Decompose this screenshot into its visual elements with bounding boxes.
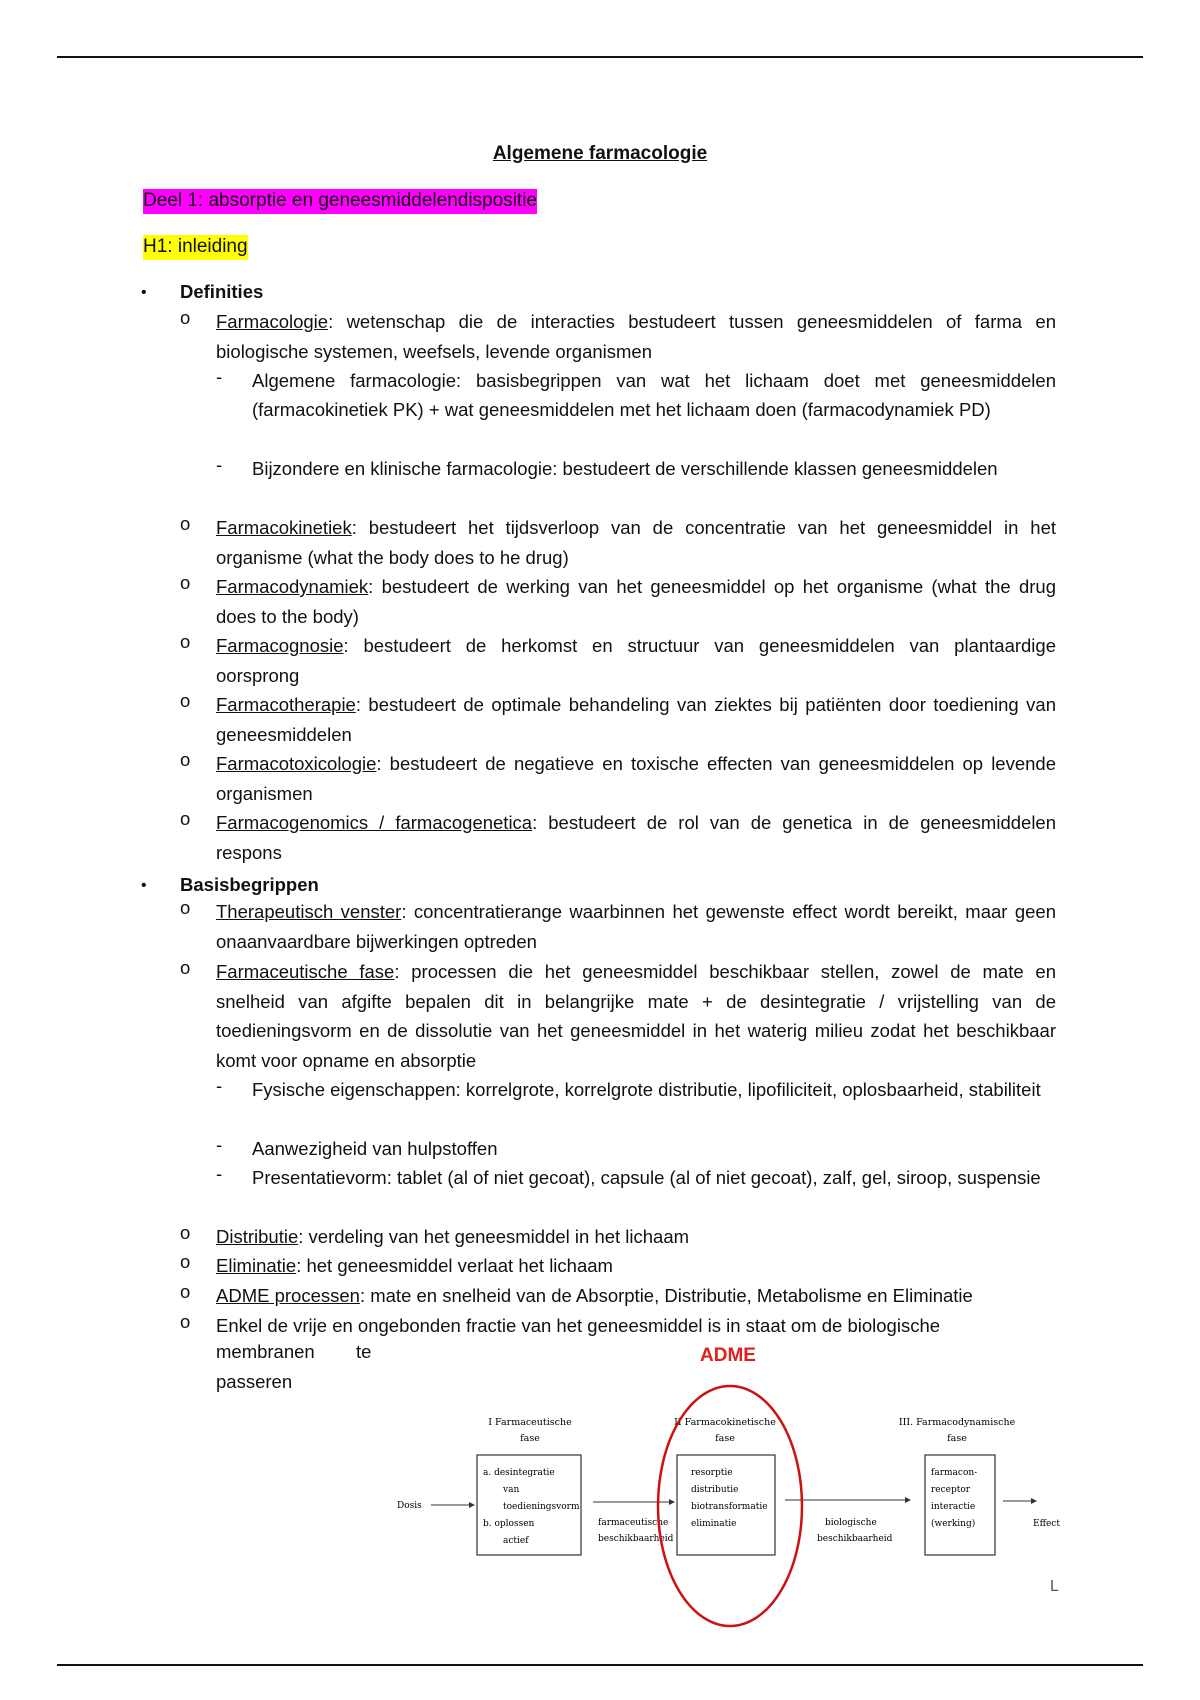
- box2-line: resorptie: [691, 1468, 733, 1478]
- phase3-title: III. Farmacodynamische: [898, 1417, 1016, 1428]
- sub-item: [216, 1075, 1056, 1104]
- phase3-title: fase: [947, 1433, 967, 1444]
- bullet-marker: •: [141, 877, 147, 894]
- list-item-farmacodynamiek: [180, 572, 1056, 631]
- dosis-label: Dosis: [397, 1501, 422, 1511]
- term: Therapeutisch venster: [216, 901, 402, 922]
- sub-item-text: Fysische eigenschappen: korrelgrote, korrelgrote distributie, lipofiliciteit, oplosbaarheid, stabiliteit: [252, 1079, 1041, 1100]
- list-item-continuation: passeren: [216, 1371, 293, 1392]
- term: Farmacognosie: [216, 635, 344, 656]
- list-item-eliminatie: [180, 1251, 1056, 1281]
- definition: : het geneesmiddel verlaat het lichaam: [296, 1255, 613, 1276]
- list-item-farmaceutische-fase: [180, 957, 1056, 1075]
- sub-item: [216, 1134, 1056, 1163]
- dash-marker: -: [216, 1075, 223, 1096]
- definition: : bestudeert de optimale behandeling van ziektes bij patiënten door toediening van geneesmiddelen: [216, 694, 1056, 745]
- list-item-distributie: [180, 1222, 1056, 1252]
- circle-marker: o: [180, 1281, 191, 1302]
- list-item-farmacotoxicologie: [180, 749, 1056, 808]
- box2-line: biotransformatie: [691, 1502, 768, 1512]
- circle-marker: o: [180, 307, 191, 328]
- circle-marker: o: [180, 631, 191, 652]
- box3-line: (werking): [931, 1519, 976, 1529]
- definition: : verdeling van het geneesmiddel in het lichaam: [298, 1226, 690, 1247]
- box2-line: distributie: [691, 1485, 739, 1495]
- section-heading-basisbegrippen: Basisbegrippen: [180, 874, 319, 895]
- dash-marker: -: [216, 1163, 223, 1184]
- arrow-head: [469, 1502, 475, 1508]
- term: Farmaceutische fase: [216, 961, 395, 982]
- circle-marker: o: [180, 690, 191, 711]
- definition: : bestudeert de rol van de genetica in de geneesmiddelen respons: [216, 812, 1057, 863]
- definition: : bestudeert de werking van het geneesmiddel op het organisme (what the drug does to the body): [216, 576, 1056, 627]
- phase1-title: I Farmaceutische: [488, 1417, 572, 1428]
- effect-label: Effect: [1033, 1519, 1060, 1529]
- sub-item: [216, 366, 1056, 424]
- circle-marker: o: [180, 1311, 191, 1332]
- phase2-title: fase: [715, 1433, 735, 1444]
- definition: : wetenschap die de interacties bestudeert tussen geneesmiddelen of farma en biologische systemen, weefsels, levende organismen: [216, 311, 1056, 362]
- list-item-farmacologie: [180, 307, 1056, 366]
- list-item-text: Enkel de vrije en ongebonden fractie van het geneesmiddel is in staat om de biologische: [216, 1315, 941, 1336]
- definition: : processen die het geneesmiddel beschikbaar stellen, zowel de mate en snelheid van afgifte bepalen dit in belangrijke mate + de desintegratie / vrijstelling van de toedieningsvorm en de dissolutie van het geneesmiddel in het waterig milieu zodat het beschikbaar komt voor opname en absorptie: [216, 961, 1056, 1071]
- box3-line: interactie: [931, 1502, 976, 1512]
- list-item-farmacotherapie: [180, 690, 1056, 749]
- dash-marker: -: [216, 454, 223, 475]
- definition: : mate en snelheid van de Absorptie, Distributie, Metabolisme en Eliminatie: [359, 1285, 973, 1306]
- sub-item: [216, 454, 1056, 483]
- sub-item: [216, 1163, 1056, 1192]
- definition: : bestudeert de negatieve en toxische effecten van geneesmiddelen op levende organismen: [216, 753, 1056, 804]
- arrow2-label: biologische: [825, 1518, 877, 1528]
- term: Distributie: [216, 1226, 299, 1247]
- term: Eliminatie: [216, 1255, 297, 1276]
- circle-marker: o: [180, 897, 191, 918]
- term: Farmacotoxicologie: [216, 753, 377, 774]
- document-title: Algemene farmacologie: [492, 143, 708, 164]
- arrow2-label: beschikbaarheid: [817, 1534, 893, 1544]
- footer-rule: [57, 1664, 1143, 1666]
- term: Farmacogenomics / farmacogenetica: [216, 812, 533, 833]
- box3-line: receptor: [931, 1485, 971, 1495]
- chapter-heading: H1: inleiding: [143, 235, 248, 260]
- arrow-head: [669, 1499, 675, 1505]
- list-item-continuation: membranen: [216, 1341, 315, 1362]
- term: ADME processen: [216, 1285, 360, 1306]
- sub-item-text: Aanwezigheid van hulpstoffen: [252, 1138, 498, 1159]
- circle-marker: o: [180, 513, 191, 534]
- list-item-vrije-fractie: [180, 1311, 1056, 1341]
- sub-item-text: Presentatievorm: tablet (al of niet gecoat), capsule (al of niet gecoat), zalf, gel, siroop, suspensie: [252, 1167, 1041, 1188]
- page-mark: L: [1050, 1578, 1059, 1595]
- arrow1-label: farmaceutische: [598, 1518, 669, 1528]
- circle-marker: o: [180, 1222, 191, 1243]
- arrow-head: [905, 1497, 911, 1503]
- header-rule: [57, 56, 1143, 58]
- list-item-therapeutisch-venster: [180, 897, 1056, 956]
- list-item-farmacogenomics: [180, 808, 1056, 867]
- adme-label: ADME: [700, 1345, 756, 1366]
- box1-line: b. oplossen: [483, 1519, 535, 1529]
- box1-line: actief: [503, 1536, 529, 1546]
- definition: : bestudeert de herkomst en structuur van geneesmiddelen van plantaardige oorsprong: [216, 635, 1056, 686]
- circle-marker: o: [180, 749, 191, 770]
- circle-marker: o: [180, 572, 191, 593]
- list-item-farmacognosie: [180, 631, 1056, 690]
- definition: : concentratierange waarbinnen het gewenste effect wordt bereikt, maar geen onaanvaardbare bijwerkingen optreden: [216, 901, 1057, 952]
- box1-line: toedieningsvorm: [503, 1502, 580, 1512]
- phase1-title: fase: [520, 1433, 540, 1444]
- circle-marker: o: [180, 1251, 191, 1272]
- pharmacology-phases-diagram: [385, 1400, 1060, 1660]
- list-item-farmacokinetiek: [180, 513, 1056, 572]
- sub-item-text: Algemene farmacologie: basisbegrippen van wat het lichaam doet met geneesmiddelen (farmacokinetiek PK) + wat geneesmiddelen met het lichaam doen (farmacodynamiek PD): [252, 370, 1056, 420]
- bullet-marker: •: [141, 284, 147, 301]
- circle-marker: o: [180, 808, 191, 829]
- arrow-head: [1031, 1498, 1037, 1504]
- term: Farmacologie: [216, 311, 329, 332]
- box1-line: van: [503, 1485, 520, 1495]
- box1-line: a. desintegratie: [483, 1468, 555, 1478]
- term: Farmacokinetiek: [216, 517, 352, 538]
- circle-marker: o: [180, 957, 191, 978]
- list-item-adme-processen: [180, 1281, 1056, 1311]
- dash-marker: -: [216, 1134, 223, 1155]
- part-heading: Deel 1: absorptie en geneesmiddelendispositie: [143, 189, 537, 214]
- section-heading-definities: Definities: [180, 281, 264, 302]
- term: Farmacodynamiek: [216, 576, 369, 597]
- box2-line: eliminatie: [691, 1519, 737, 1529]
- box3-line: farmacon-: [931, 1468, 978, 1478]
- dash-marker: -: [216, 366, 223, 387]
- list-item-continuation: te: [356, 1341, 372, 1362]
- definition: : bestudeert het tijdsverloop van de concentratie van het geneesmiddel in het organisme (what the body does to he drug): [216, 517, 1056, 568]
- term: Farmacotherapie: [216, 694, 356, 715]
- phase2-title: II Farmacokinetische: [674, 1417, 776, 1428]
- arrow1-label: beschikbaarheid: [598, 1534, 674, 1544]
- sub-item-text: Bijzondere en klinische farmacologie: bestudeert de verschillende klassen geneesmiddelen: [252, 458, 998, 479]
